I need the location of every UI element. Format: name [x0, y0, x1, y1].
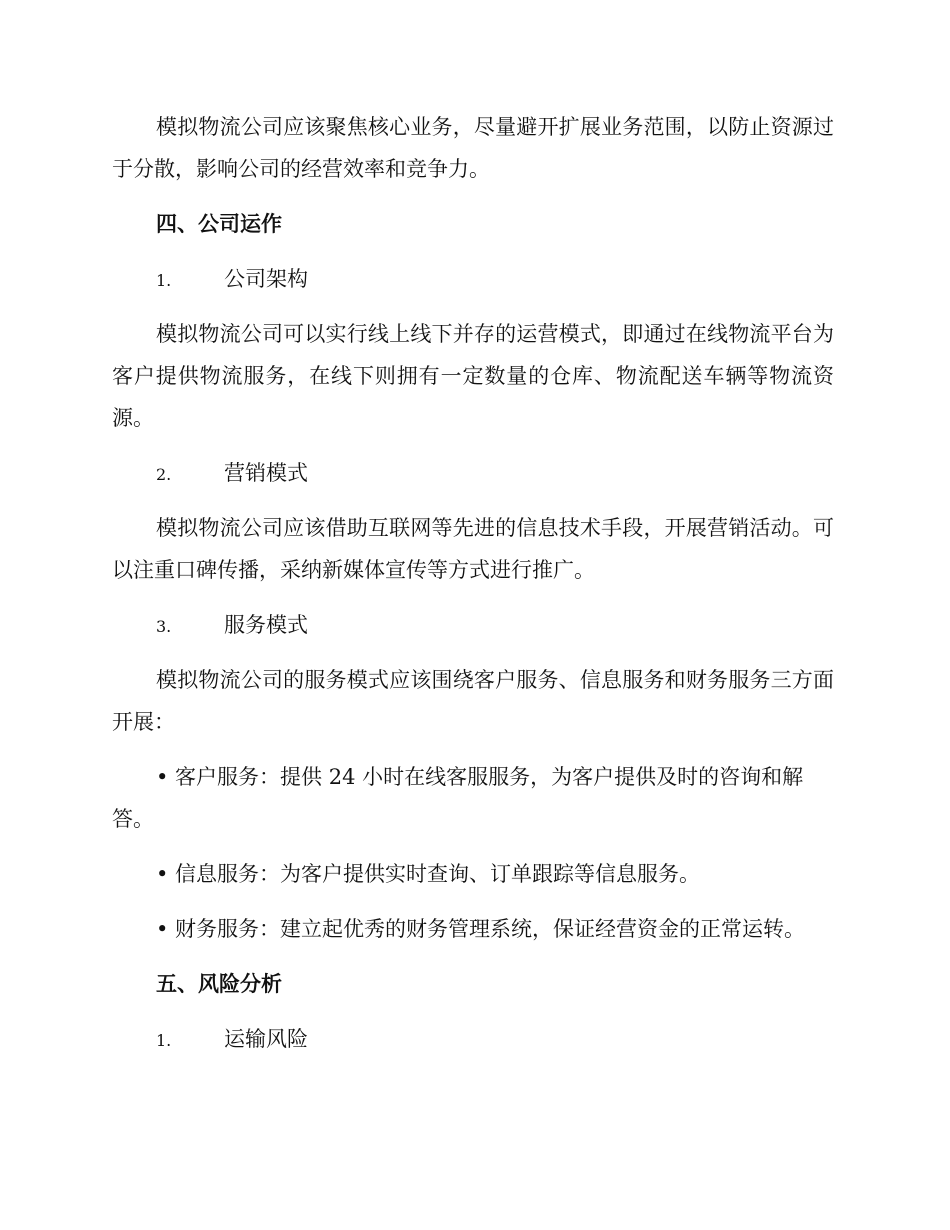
item-label: 服务模式 [224, 613, 308, 637]
paragraph-service-mode: 模拟物流公司的服务模式应该围绕客户服务、信息服务和财务服务三方面开展： [112, 668, 834, 734]
paragraph-operation-mode: 模拟物流公司可以实行线上线下并存的运营模式，即通过在线物流平台为客户提供物流服务，在线下则拥有一定数量的仓库、物流配送车辆等物流资源。 [112, 322, 834, 430]
section-heading-risk-analysis: 五、风险分析 [156, 971, 282, 996]
section-heading-company-operation: 四、公司运作 [156, 211, 282, 236]
numbered-item-marketing-mode [156, 452, 878, 496]
item-number: 1. [156, 271, 172, 290]
item-number: 1. [156, 1031, 172, 1050]
bullet-information-service: • 信息服务：为客户提供实时查询、订单跟踪等信息服务。 [156, 862, 701, 886]
bullet-financial-service: • 财务服务：建立起优秀的财务管理系统，保证经营资金的正常运转。 [156, 917, 806, 941]
item-number: 2. [156, 465, 172, 484]
numbered-item-transport-risk [156, 1018, 878, 1062]
numbered-item-service-mode [156, 604, 878, 648]
item-number: 3. [156, 617, 172, 636]
paragraph-focus-core-business: 模拟物流公司应该聚焦核心业务，尽量避开扩展业务范围，以防止资源过于分散，影响公司的经营效率和竞争力。 [112, 115, 834, 181]
paragraph-marketing: 模拟物流公司应该借助互联网等先进的信息技术手段，开展营销活动。可以注重口碑传播，采纳新媒体宣传等方式进行推广。 [112, 516, 834, 582]
item-label: 运输风险 [224, 1027, 308, 1051]
bullet-customer-service: • 客户服务：提供 24 小时在线客服服务，为客户提供及时的咨询和解答。 [112, 765, 804, 831]
item-label: 营销模式 [224, 461, 308, 485]
numbered-item-company-structure [156, 258, 878, 302]
item-label: 公司架构 [224, 267, 308, 291]
